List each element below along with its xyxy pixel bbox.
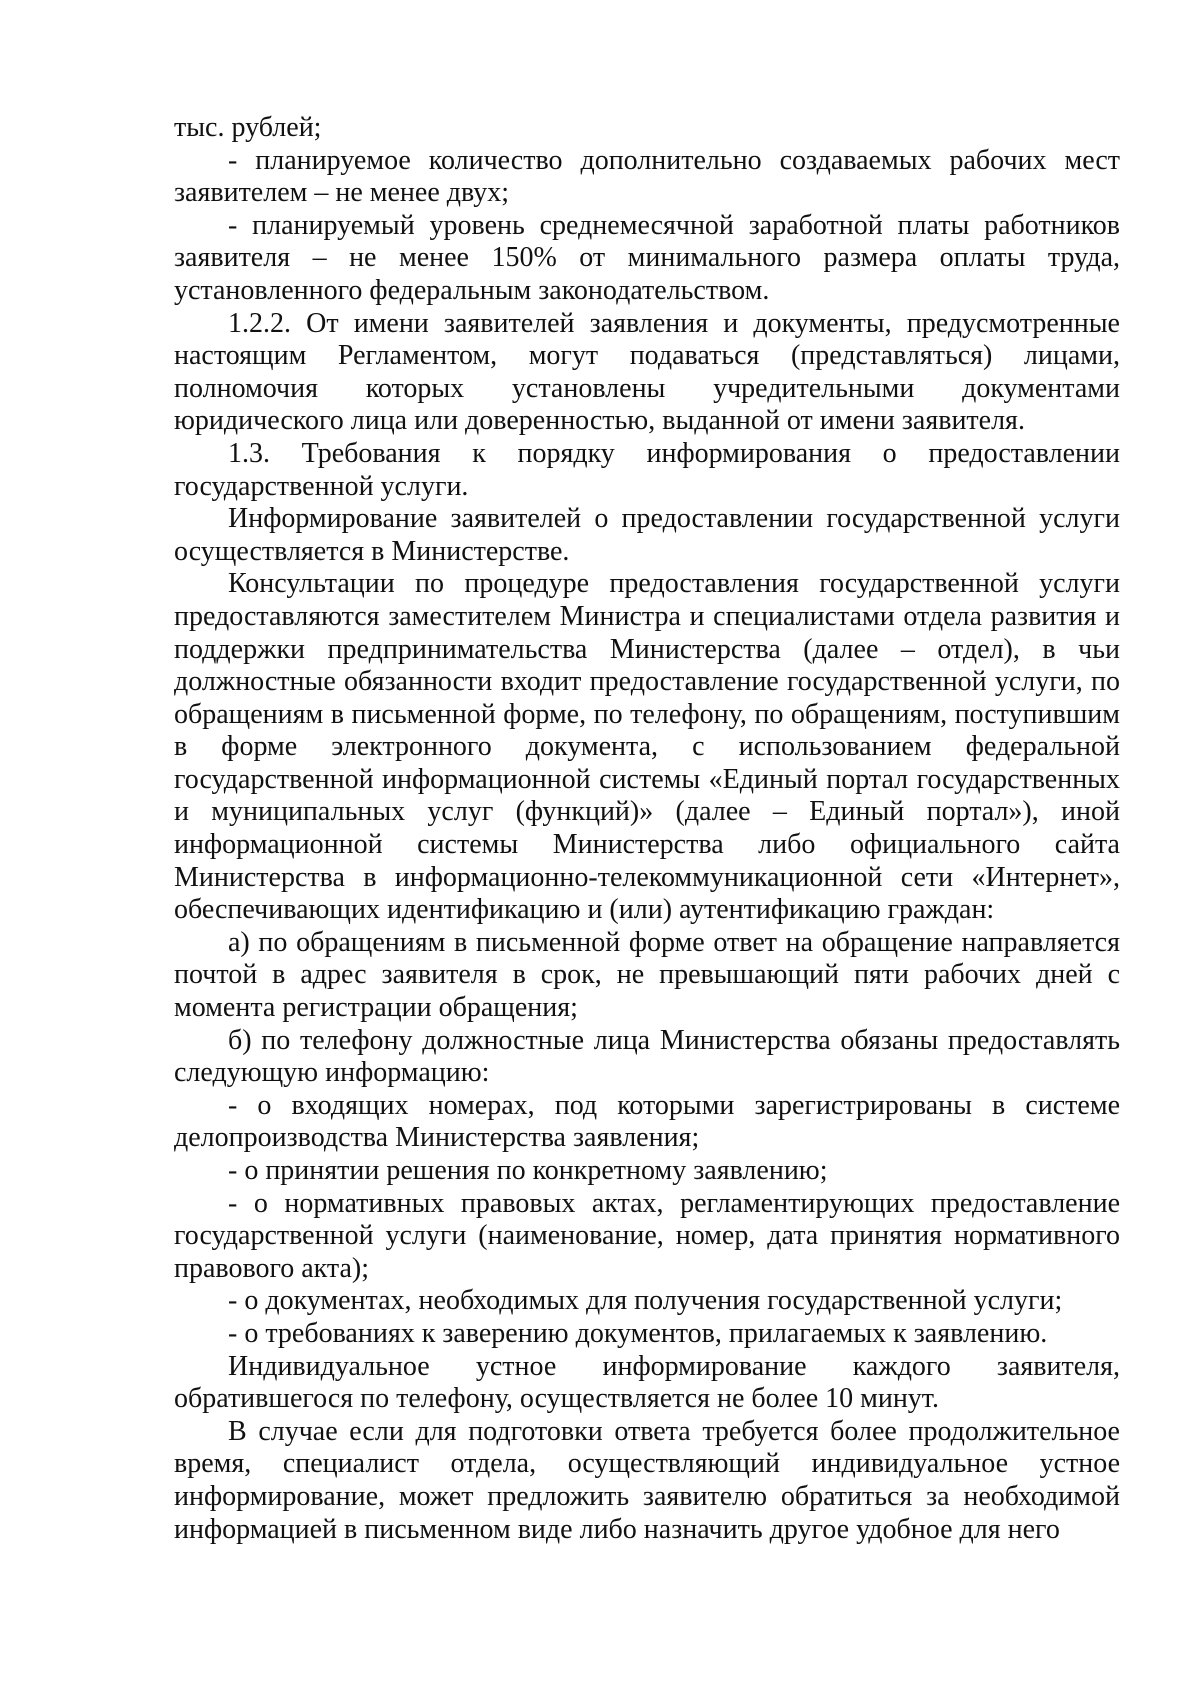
paragraph-incoming-numbers: - о входящих номерах, под которыми зарегистрированы в системе делопроизводства Министерства заявления; (174, 1089, 1120, 1154)
paragraph-section-1-3: 1.3. Требования к порядку информирования о предоставлении государственной услуги. (174, 437, 1120, 502)
paragraph-salary-criterion: - планируемый уровень среднемесячной заработной платы работников заявителя – не менее 150% от минимального размера оплаты труда, установленного федеральным законодательством. (174, 209, 1120, 306)
paragraph-consultations: Консультации по процедуре предоставления государственной услуги предоставляются заместителем Министра и специалистами отдела развития и поддержки предпринимательства Министерства (далее – отдел), в чьи должностные обязанности входит предоставление государственной услуги, по обращениям в письменной форме, по телефону, по обращениям, поступившим в форме электронного документа, с использованием федеральной государственной информационной системы «Единый портал государственных и муниципальных услуг (функций)» (далее – Единый портал»), иной информационной системы Министерства либо официального сайта Министерства в информационно-телекоммуникационной сети «Интернет», обеспечивающих идентификацию и (или) аутентификацию граждан: (174, 568, 1120, 926)
paragraph-item-a: а) по обращениям в письменной форме ответ на обращение направляется почтой в адрес заявителя в срок, не превышающий пяти рабочих дней с момента регистрации обращения; (174, 926, 1120, 1024)
paragraph-item-b: б) по телефону должностные лица Министерства обязаны предоставлять следующую информацию: (174, 1024, 1120, 1089)
paragraph-legal-acts: - о нормативных правовых актах, регламентирующих предоставление государственной услуги (наименование, номер, дата принятия нормативного правового акта); (174, 1187, 1120, 1284)
paragraph-jobs-criterion: - планируемое количество дополнительно создаваемых рабочих мест заявителем – не менее двух; (174, 144, 1120, 209)
paragraph-decision: - о принятии решения по конкретному заявлению; (228, 1155, 828, 1186)
paragraph-informing: Информирование заявителей о предоставлении государственной услуги осуществляется в Министерстве. (174, 503, 1120, 567)
paragraph-section-1-2-2: 1.2.2. От имени заявителей заявления и документы, предусмотренные настоящим Регламентом, могут подаваться (представляться) лицами, полномочия которых установлены учредительными документами юридического лица или доверенностью, выданной от имени заявителя. (174, 307, 1120, 437)
paragraph-certification: - о требованиях к заверению документов, прилагаемых к заявлению. (228, 1317, 1048, 1349)
paragraph-continuation: тыс. рублей; (174, 112, 322, 143)
document-page (174, 112, 1120, 1546)
paragraph-longer-time: В случае если для подготовки ответа требуется более продолжительное время, специалист отдела, осуществляющий индивидуальное устное информирование, может предложить заявителю обратиться за необходимой информацией в письменном виде либо назначить другое удобное для него (174, 1415, 1120, 1545)
paragraph-documents: - о документах, необходимых для получения государственной услуги; (228, 1285, 1063, 1317)
paragraph-individual-informing: Индивидуальное устное информирование каждого заявителя, обратившегося по телефону, осуществляется не более 10 минут. (174, 1350, 1120, 1415)
